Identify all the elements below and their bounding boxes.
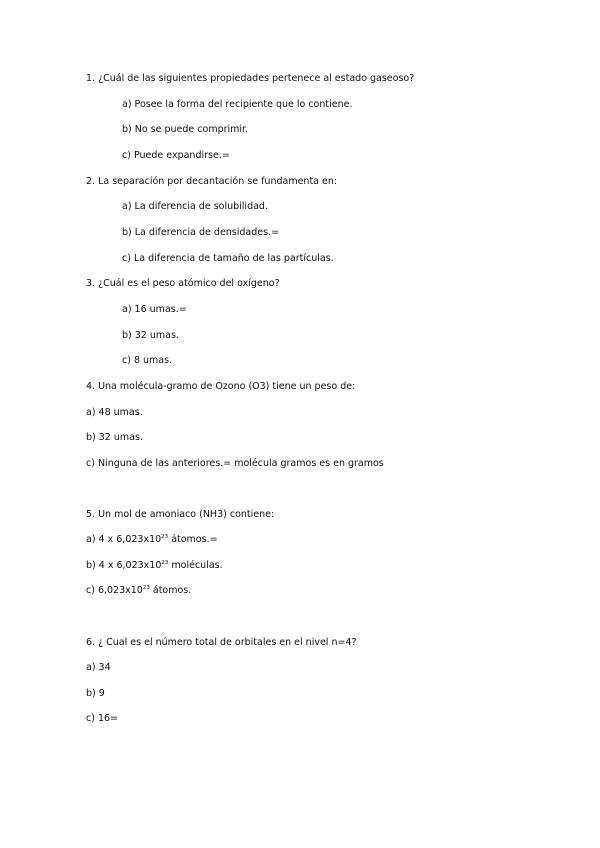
option-text: a) 4 x 6,023x10 bbox=[86, 534, 162, 545]
option-text: átomos.= bbox=[168, 534, 218, 545]
question-3: 3. ¿Cuál es el peso atómico del oxígeno? bbox=[86, 278, 280, 289]
question-1: 1. ¿Cuál de las siguientes propiedades pertenece al estado gaseoso? bbox=[86, 73, 415, 84]
question-6-option-c: c) 16= bbox=[86, 713, 118, 724]
question-4: 4. Una molécula-gramo de Ozono (O3) tiene un peso de: bbox=[86, 381, 356, 392]
option-text: moléculas. bbox=[168, 560, 223, 571]
option-text: átomos. bbox=[149, 585, 192, 596]
question-5: 5. Un mol de amoniaco (NH3) contiene: bbox=[86, 509, 275, 520]
question-3-option-b: b) 32 umas. bbox=[122, 330, 179, 341]
question-3-option-a: a) 16 umas.= bbox=[122, 304, 187, 315]
option-text: b) 4 x 6,023x10 bbox=[86, 560, 162, 571]
question-6-option-a: a) 34 bbox=[86, 662, 111, 673]
question-6: 6. ¿ Cual es el número total de orbitales en el nivel n=4? bbox=[86, 637, 357, 648]
exponent: 23 bbox=[161, 559, 169, 566]
question-2: 2. La separación por decantación se fundamenta en: bbox=[86, 176, 338, 187]
question-2-option-b: b) La diferencia de densidades.= bbox=[122, 227, 280, 238]
question-5-option-a bbox=[86, 534, 218, 546]
question-3-option-c: c) 8 umas. bbox=[122, 355, 173, 366]
question-6-option-b: b) 9 bbox=[86, 688, 105, 699]
question-5-option-c bbox=[86, 585, 191, 597]
question-5-option-b bbox=[86, 560, 223, 572]
exponent: 23 bbox=[142, 584, 150, 591]
question-4-option-a: a) 48 umas. bbox=[86, 407, 143, 418]
question-4-option-b: b) 32 umas. bbox=[86, 432, 143, 443]
question-2-option-a: a) La diferencia de solubilidad. bbox=[122, 201, 268, 212]
question-1-option-b: b) No se puede comprimir. bbox=[122, 124, 249, 135]
exponent: 23 bbox=[161, 533, 169, 540]
option-text: c) 6,023x10 bbox=[86, 585, 143, 596]
question-1-option-a: a) Posee la forma del recipiente que lo contiene. bbox=[122, 99, 353, 110]
question-1-option-c: c) Puede expandirse.= bbox=[122, 150, 230, 161]
question-2-option-c: c) La diferencia de tamaño de las partículas. bbox=[122, 253, 334, 264]
question-4-option-c: c) Ninguna de las anteriores.= molécula gramos es en gramos bbox=[86, 458, 384, 469]
